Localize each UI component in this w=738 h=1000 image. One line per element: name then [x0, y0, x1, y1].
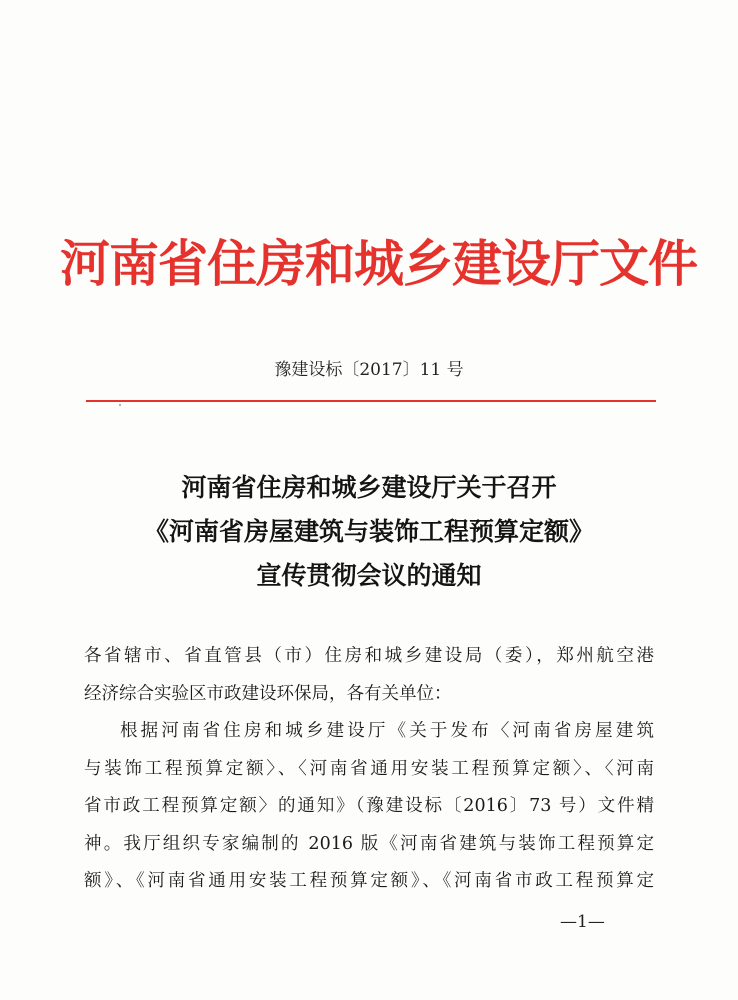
body-line-4: 与装饰工程预算定额〉、〈河南省通用安装工程预算定额〉、〈河南 [84, 758, 654, 779]
title-line-3: 宣传贯彻会议的通知 [256, 561, 482, 590]
body-line-6: 神。我厅组织专家编制的 2016 版《河南省建筑与装饰工程预算定 [84, 833, 654, 854]
body-line-3: 根据河南省住房和城乡建设厅《关于发布〈河南省房屋建筑 [120, 721, 654, 741]
title-line-1: 河南省住房和城乡建设厅关于召开 [181, 473, 557, 502]
body-line-1: 各省辖市、省直管县（市）住房和城乡建设局（委），郑州航空港 [84, 646, 654, 666]
scan-speck [119, 404, 121, 406]
body-line-2: 经济综合实验区市政建设环保局，各有关单位： [84, 683, 452, 704]
notice-body [84, 638, 654, 901]
page-number: —1— [560, 912, 605, 932]
body-line-7: 额》、《河南省通用安装工程预算定额》、《河南省市政工程预算定 [84, 871, 654, 891]
issuer-header: 河南省住房和城乡建设厅文件 [60, 235, 697, 293]
notice-title [70, 466, 668, 598]
document-number: 豫建设标〔2017〕11 号 [274, 360, 464, 380]
title-line-2: 《河南省房屋建筑与装饰工程预算定额》 [143, 517, 594, 546]
red-divider-line [86, 400, 656, 402]
body-line-5: 省市政工程预算定额〉的通知》（豫建设标〔2016〕73 号）文件精 [84, 796, 654, 816]
